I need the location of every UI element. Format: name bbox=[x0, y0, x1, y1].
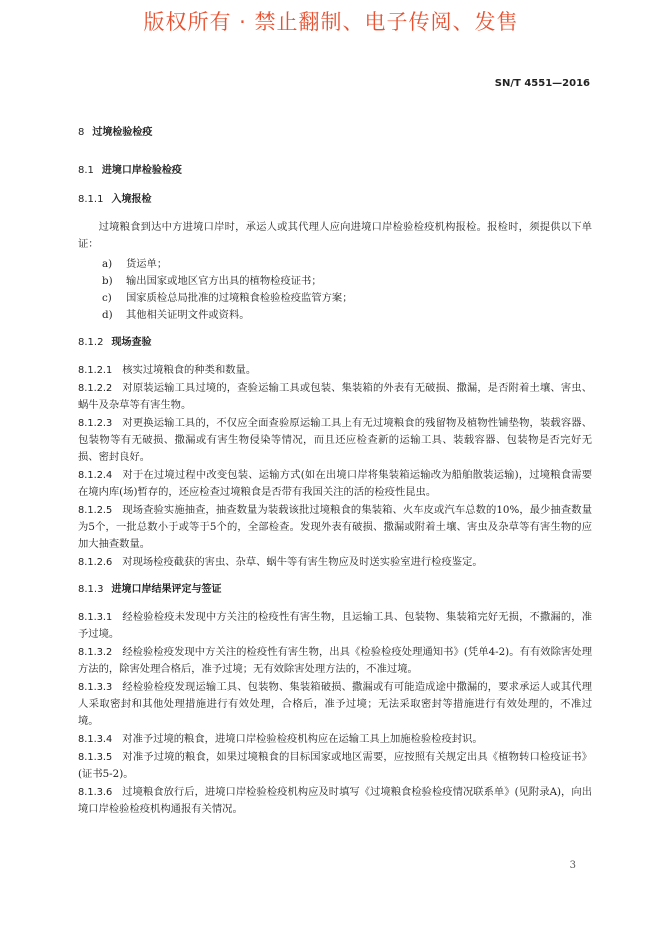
standard-code: SN/T 4551—2016 bbox=[494, 78, 590, 89]
section-title: 进境口岸结果评定与签证 bbox=[111, 584, 222, 595]
clause bbox=[78, 784, 592, 818]
section-8-1-heading bbox=[78, 162, 592, 179]
section-number: 8.1 bbox=[78, 165, 94, 176]
list-label: d) bbox=[102, 309, 113, 321]
list-label: c) bbox=[102, 292, 112, 304]
section-title: 过境检验检疫 bbox=[92, 127, 153, 138]
clause bbox=[78, 644, 592, 678]
clause-text: 对原装运输工具过境的，查验运输工具或包装、集装箱的外表有无破损、撒漏，是否附着土壤、害虫、蜗牛及杂草等有害生物。 bbox=[78, 382, 592, 411]
clause bbox=[78, 502, 592, 553]
clause-number: 8.1.3.4 bbox=[78, 734, 113, 745]
clause bbox=[78, 731, 592, 748]
clause-text: 对准予过境的粮食，进境口岸检验检疫机构应在运输工具上加施检验检疫封识。 bbox=[122, 733, 483, 745]
clause bbox=[78, 467, 592, 501]
section-title: 现场查验 bbox=[111, 337, 152, 348]
section-number: 8.1.1 bbox=[78, 194, 104, 205]
clause-text: 对于在过境过程中改变包装、运输方式(如在出境口岸将集装箱运输改为船舶散装运输)，过境粮食需要在境内库(场)暂存的，还应检查过境粮食是否带有我国关注的活的检疫性昆虫。 bbox=[78, 469, 592, 498]
clause-text: 对准予过境的粮食，如果过境粮食的目标国家或地区需要，应按照有关规定出具《植物转口检疫证书》(证书5-2)。 bbox=[78, 751, 592, 780]
section-number: 8.1.3 bbox=[78, 584, 104, 595]
list-text: 其他相关证明文件或资料。 bbox=[126, 309, 250, 321]
list-label: a) bbox=[102, 258, 113, 270]
clause-number: 8.1.3.2 bbox=[78, 647, 113, 658]
clause bbox=[78, 554, 592, 571]
clause-text: 经检验检疫发现运输工具、包装物、集装箱破损、撒漏或有可能造成途中撒漏的，要求承运人或其代理人采取密封和其他处理措施进行有效处理，合格后，准予过境；无法采取密封等措施进行有效处理的，不准过境。 bbox=[78, 681, 592, 727]
document-body bbox=[78, 124, 592, 819]
clause-number: 8.1.2.2 bbox=[78, 383, 113, 394]
list-text: 国家质检总局批准的过境粮食检验检疫监管方案； bbox=[126, 292, 353, 304]
clause-number: 8.1.3.1 bbox=[78, 612, 113, 623]
list-item bbox=[78, 273, 592, 290]
list-item bbox=[78, 290, 592, 307]
list-item bbox=[78, 256, 592, 273]
clause-number: 8.1.2.5 bbox=[78, 505, 113, 516]
clause bbox=[78, 362, 592, 379]
section-number: 8.1.2 bbox=[78, 337, 104, 348]
section-8-1-3-heading bbox=[78, 581, 592, 598]
clause-text: 过境粮食放行后，进境口岸检验检疫机构应及时填写《过境粮食检验检疫情况联系单》(见附录A)，向出境口岸检验检疫机构通报有关情况。 bbox=[78, 786, 592, 815]
clause-text: 现场查验实施抽查，抽查数量为装载该批过境粮食的集装箱、火车皮或汽车总数的10%，最少抽查数量为5个，一批总数小于或等于5个的，全部检查。发现外表有破损、撒漏或附着土壤、害虫及杂草等有害生物的应加大抽查数量。 bbox=[78, 504, 592, 550]
copyright-watermark: 版权所有 · 禁止翻制、电子传阅、发售 bbox=[143, 10, 519, 34]
clause bbox=[78, 415, 592, 466]
clause-number: 8.1.2.3 bbox=[78, 418, 113, 429]
clause-text: 核实过境粮食的种类和数量。 bbox=[122, 364, 257, 376]
clause bbox=[78, 380, 592, 414]
list-text: 输出国家或地区官方出具的植物检疫证书； bbox=[126, 275, 322, 287]
clause-number: 8.1.2.4 bbox=[78, 470, 113, 481]
section-title: 入境报检 bbox=[111, 194, 152, 205]
clause-number: 8.1.3.5 bbox=[78, 752, 113, 763]
clause bbox=[78, 679, 592, 730]
section-number: 8 bbox=[78, 127, 85, 138]
list-item bbox=[78, 307, 592, 324]
clause-number: 8.1.3.6 bbox=[78, 787, 113, 798]
page-number: 3 bbox=[569, 860, 576, 871]
clause-number: 8.1.2.1 bbox=[78, 365, 113, 376]
clause-text: 经检验检疫未发现中方关注的检疫性有害生物，且运输工具、包装物、集装箱完好无损，不撒漏的，准予过境。 bbox=[78, 611, 592, 640]
clause bbox=[78, 609, 592, 643]
clause-text: 对更换运输工具的，不仅应全面查验原运输工具上有无过境粮食的残留物及植物性铺垫物，装载容器、包装物等有无破损、撒漏或有害生物侵染等情况，而且还应检查新的运输工具、装载容器、包装物是否完好无损、密封良好。 bbox=[78, 417, 592, 463]
section-8-heading bbox=[78, 124, 592, 141]
clause-number: 8.1.2.6 bbox=[78, 557, 113, 568]
list-text: 货运单； bbox=[126, 258, 168, 270]
clause-text: 对现场检疫截获的害虫、杂草、蜗牛等有害生物应及时送实验室进行检疫鉴定。 bbox=[122, 556, 483, 568]
clause-text: 经检验检疫发现中方关注的检疫性有害生物，出具《检验检疫处理通知书》(凭单4-2)。有有效除害处理方法的，除害处理合格后，准予过境；无有效除害处理方法的，不准过境。 bbox=[78, 646, 592, 675]
list-label: b) bbox=[102, 275, 113, 287]
required-documents-list bbox=[78, 256, 592, 324]
clause-number: 8.1.3.3 bbox=[78, 682, 113, 693]
entry-declaration-paragraph: 过境粮食到达中方进境口岸时，承运人或其代理人应向进境口岸检验检疫机构报检。报检时，须提供以下单证： bbox=[78, 221, 592, 250]
section-title: 进境口岸检验检疫 bbox=[101, 165, 182, 176]
clause bbox=[78, 749, 592, 783]
section-8-1-1-heading bbox=[78, 191, 592, 208]
section-8-1-2-heading bbox=[78, 334, 592, 351]
